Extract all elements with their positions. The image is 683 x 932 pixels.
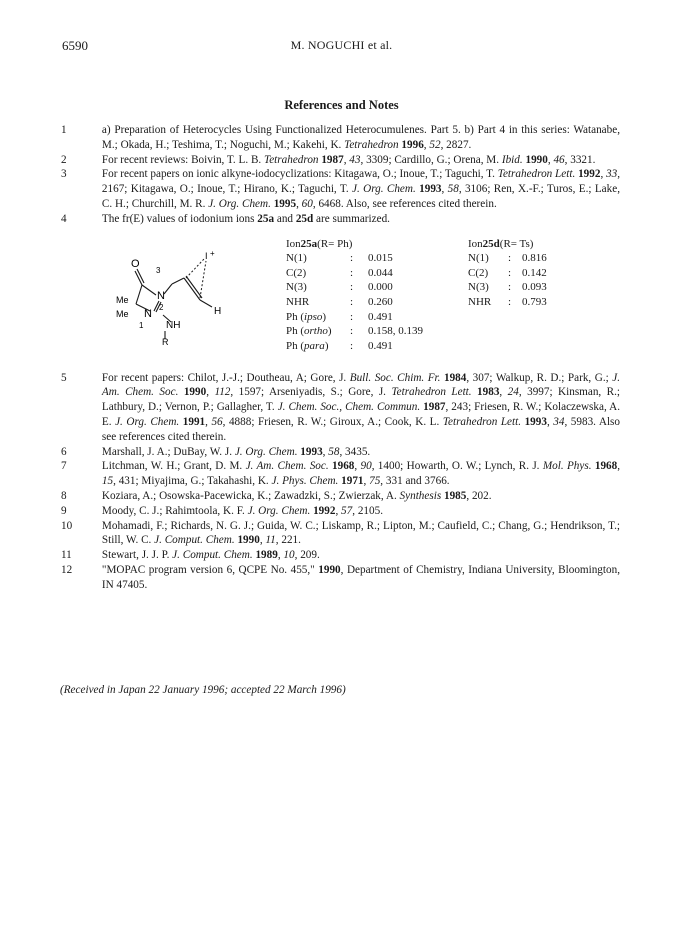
positive-charge-label: + xyxy=(210,250,215,258)
running-head: M. NOGUCHI et al. xyxy=(290,38,393,52)
fr-value: 0.491 xyxy=(368,310,393,323)
fr-value: 0.044 xyxy=(368,266,393,279)
fr-value: 0.000 xyxy=(368,281,393,294)
reference-text: Stewart, J. J. P. J. Comput. Chem. 1989, 10, 209. xyxy=(101,549,320,562)
reference-text: Marshall, J. A.; DuBay, W. J. J. Org. Chem. 1993, 58, 3435. xyxy=(101,445,371,458)
table-25d-header: Ion 25d (R= Ts) xyxy=(468,237,534,250)
reference-number: 7 xyxy=(61,460,67,473)
separator: : xyxy=(350,266,354,279)
references-group-1 xyxy=(60,123,620,227)
table-row xyxy=(468,295,547,310)
separator: : xyxy=(350,325,354,338)
received-note: (Received in Japan 22 January 1996; accepted 22 March 1996) xyxy=(60,684,346,696)
r-group-label: R xyxy=(162,336,169,346)
reference-9 xyxy=(60,504,620,519)
reference-3 xyxy=(60,167,620,211)
atom-label: Ph (para) xyxy=(286,339,329,352)
references-group-2 xyxy=(60,371,620,593)
table-row xyxy=(286,266,423,281)
reference-number: 12 xyxy=(61,563,73,576)
position-2-label: 2 xyxy=(159,302,164,312)
reference-number: 3 xyxy=(61,168,67,181)
reference-number: 5 xyxy=(61,371,67,384)
table-25a-header: Ion 25a (R= Ph) xyxy=(286,237,353,250)
table-row xyxy=(286,339,423,354)
reference-number: 1 xyxy=(61,124,67,136)
reference-number: 4 xyxy=(61,212,67,225)
fr-value: 0.793 xyxy=(522,295,547,308)
iodine-label: I xyxy=(205,250,208,261)
reference-4 xyxy=(60,212,620,227)
position-1-label: 1 xyxy=(139,320,144,330)
reference-2 xyxy=(60,153,620,168)
fr-value: 0.015 xyxy=(368,252,393,265)
atom-label: NHR xyxy=(286,295,310,308)
nitrogen-1-label: N xyxy=(144,307,152,320)
table-row xyxy=(286,280,423,295)
fr-value: 0.816 xyxy=(522,252,547,265)
separator: : xyxy=(350,281,354,294)
reference-number: 6 xyxy=(61,445,67,458)
reference-number: 11 xyxy=(61,549,72,562)
table-row xyxy=(468,266,547,281)
references-list xyxy=(60,123,620,593)
atom-label: NHR xyxy=(468,295,492,308)
reference-text: "MOPAC program version 6, QCPE No. 455," 1990, Department of Chemistry, Indiana University, Bloomington, IN 47405. xyxy=(101,563,620,591)
reference-7 xyxy=(60,459,620,489)
separator: : xyxy=(350,310,354,323)
reference-number: 10 xyxy=(61,519,73,532)
atom-label: N(3) xyxy=(468,281,489,294)
reference-11 xyxy=(60,548,620,563)
page-number: 6590 xyxy=(62,38,88,53)
reference-8 xyxy=(60,489,620,504)
iodonium-figure xyxy=(60,237,620,370)
reference-number: 2 xyxy=(61,153,67,166)
table-row xyxy=(286,310,423,325)
separator: : xyxy=(350,339,354,352)
reference-text: a) Preparation of Heterocycles Using Functionalized Heterocumulenes. Part 5. b) Part 4 in this series: Watanabe, M.; Okada, H.; Teshima, T.; Noguchi, M.; Kakehi, K. Tetrahedron 1996, 52, 2827. xyxy=(101,124,620,151)
separator: : xyxy=(350,252,354,265)
table-row xyxy=(286,251,423,266)
table-ion-25a xyxy=(286,237,423,354)
table-row xyxy=(286,295,423,310)
atom-label: C(2) xyxy=(286,266,307,279)
methyl-1-label: Me xyxy=(116,294,129,305)
iodonium-structure-diagram xyxy=(104,251,274,346)
position-3-label: 3 xyxy=(156,265,161,275)
reference-1 xyxy=(60,123,620,153)
table-row xyxy=(468,251,547,266)
reference-5 xyxy=(60,371,620,445)
reference-text: For recent papers: Chilot, J.-J.; Doutheau, A; Gore, J. Bull. Soc. Chim. Fr. 1984, 307; Walkup, R. D.; Park, G.; J. Am. Chem. Soc. 1990, 112, 1597; Arseniyadis, S.; Gore, J. Tetrahedron Lett. 1983, 24, 3997; Kinsman, R.; Lathbury, D.; Vernon, P.; Gallagher, T. J. Chem. Soc., Chem. Commun. 1987, 243; Friesen, R. W.; Kolaczewska, A. E. J. Org. Chem. 1991, 56, 4888; Friesen, R. W.; Giroux, A.; Cook, K. L. Tetrahedron Lett. 1993, 34, 5983. Also see references cited therein. xyxy=(101,371,621,443)
methyl-2-label: Me xyxy=(116,308,129,319)
reference-text: For recent papers on ionic alkyne-iodocyclizations: Kitagawa, O.; Inoue, T.; Taguchi, T. Tetrahedron Lett. 1992, 33, 2167; Kitagawa, O.; Inoue, T.; Hirano, K.; Taguchi, T. J. Org. Chem. 1993, 58, 3106; Ren, X.-F.; Turos, E.; Lake, C. H.; Churchill, M. R. J. Org. Chem. 1995, 60, 6468. Also, see references cited therein. xyxy=(101,168,621,210)
table-row xyxy=(468,280,547,295)
separator: : xyxy=(508,295,512,308)
nh-label: NH xyxy=(166,319,181,331)
atom-label: Ph (ipso) xyxy=(286,310,327,323)
fr-value: 0.093 xyxy=(522,281,547,294)
nitrogen-3-label: N xyxy=(157,289,165,302)
reference-12 xyxy=(60,563,620,593)
table-ion-25d xyxy=(468,237,547,310)
fr-value: 0.142 xyxy=(522,266,547,279)
fr-value: 0.158, 0.139 xyxy=(368,325,423,338)
oxygen-label: O xyxy=(131,257,140,270)
section-title: References and Notes xyxy=(284,98,399,112)
separator: : xyxy=(350,295,354,308)
atom-label: N(3) xyxy=(286,281,307,294)
reference-text: Moody, C. J.; Rahimtoola, K. F. J. Org. Chem. 1992, 57, 2105. xyxy=(101,504,383,517)
fr-value: 0.491 xyxy=(368,339,393,352)
separator: : xyxy=(508,281,512,294)
atom-label: N(1) xyxy=(468,252,489,265)
hydrogen-label: H xyxy=(214,305,222,317)
reference-text: Koziara, A.; Osowska-Pacewicka, K.; Zawadzki, S.; Zwierzak, A. Synthesis 1985, 202. xyxy=(101,489,492,502)
atom-label: Ph (ortho) xyxy=(286,325,332,338)
fr-value: 0.260 xyxy=(368,295,393,308)
atom-label: N(1) xyxy=(286,252,307,265)
separator: : xyxy=(508,252,512,265)
reference-text: Litchman, W. H.; Grant, D. M. J. Am. Chem. Soc. 1968, 90, 1400; Howarth, O. W.; Lynch, R. J. Mol. Phys. 1968, 15, 431; Miyajima, G.; Takahashi, K. J. Phys. Chem. 1971, 75, 331 and 3766. xyxy=(101,460,621,488)
reference-6 xyxy=(60,445,620,460)
reference-text: The fr(E) values of iodonium ions 25a and 25d are summarized. xyxy=(101,212,390,225)
table-row xyxy=(286,324,423,339)
reference-text: For recent reviews: Boivin, T. L. B. Tetrahedron 1987, 43, 3309; Cardillo, G.; Orena, M. Ibid. 1990, 46, 3321. xyxy=(101,153,596,166)
reference-10 xyxy=(60,519,620,549)
reference-number: 8 xyxy=(61,489,67,502)
reference-number: 9 xyxy=(61,504,67,517)
atom-label: C(2) xyxy=(468,266,489,279)
reference-text: Mohamadi, F.; Richards, N. G. J.; Guida, W. C.; Liskamp, R.; Lipton, M.; Caufield, C.; Chang, G.; Hendrikson, T.; Still, W. C. J. Comput. Chem. 1990, 11, 221. xyxy=(101,519,620,547)
separator: : xyxy=(508,266,512,279)
